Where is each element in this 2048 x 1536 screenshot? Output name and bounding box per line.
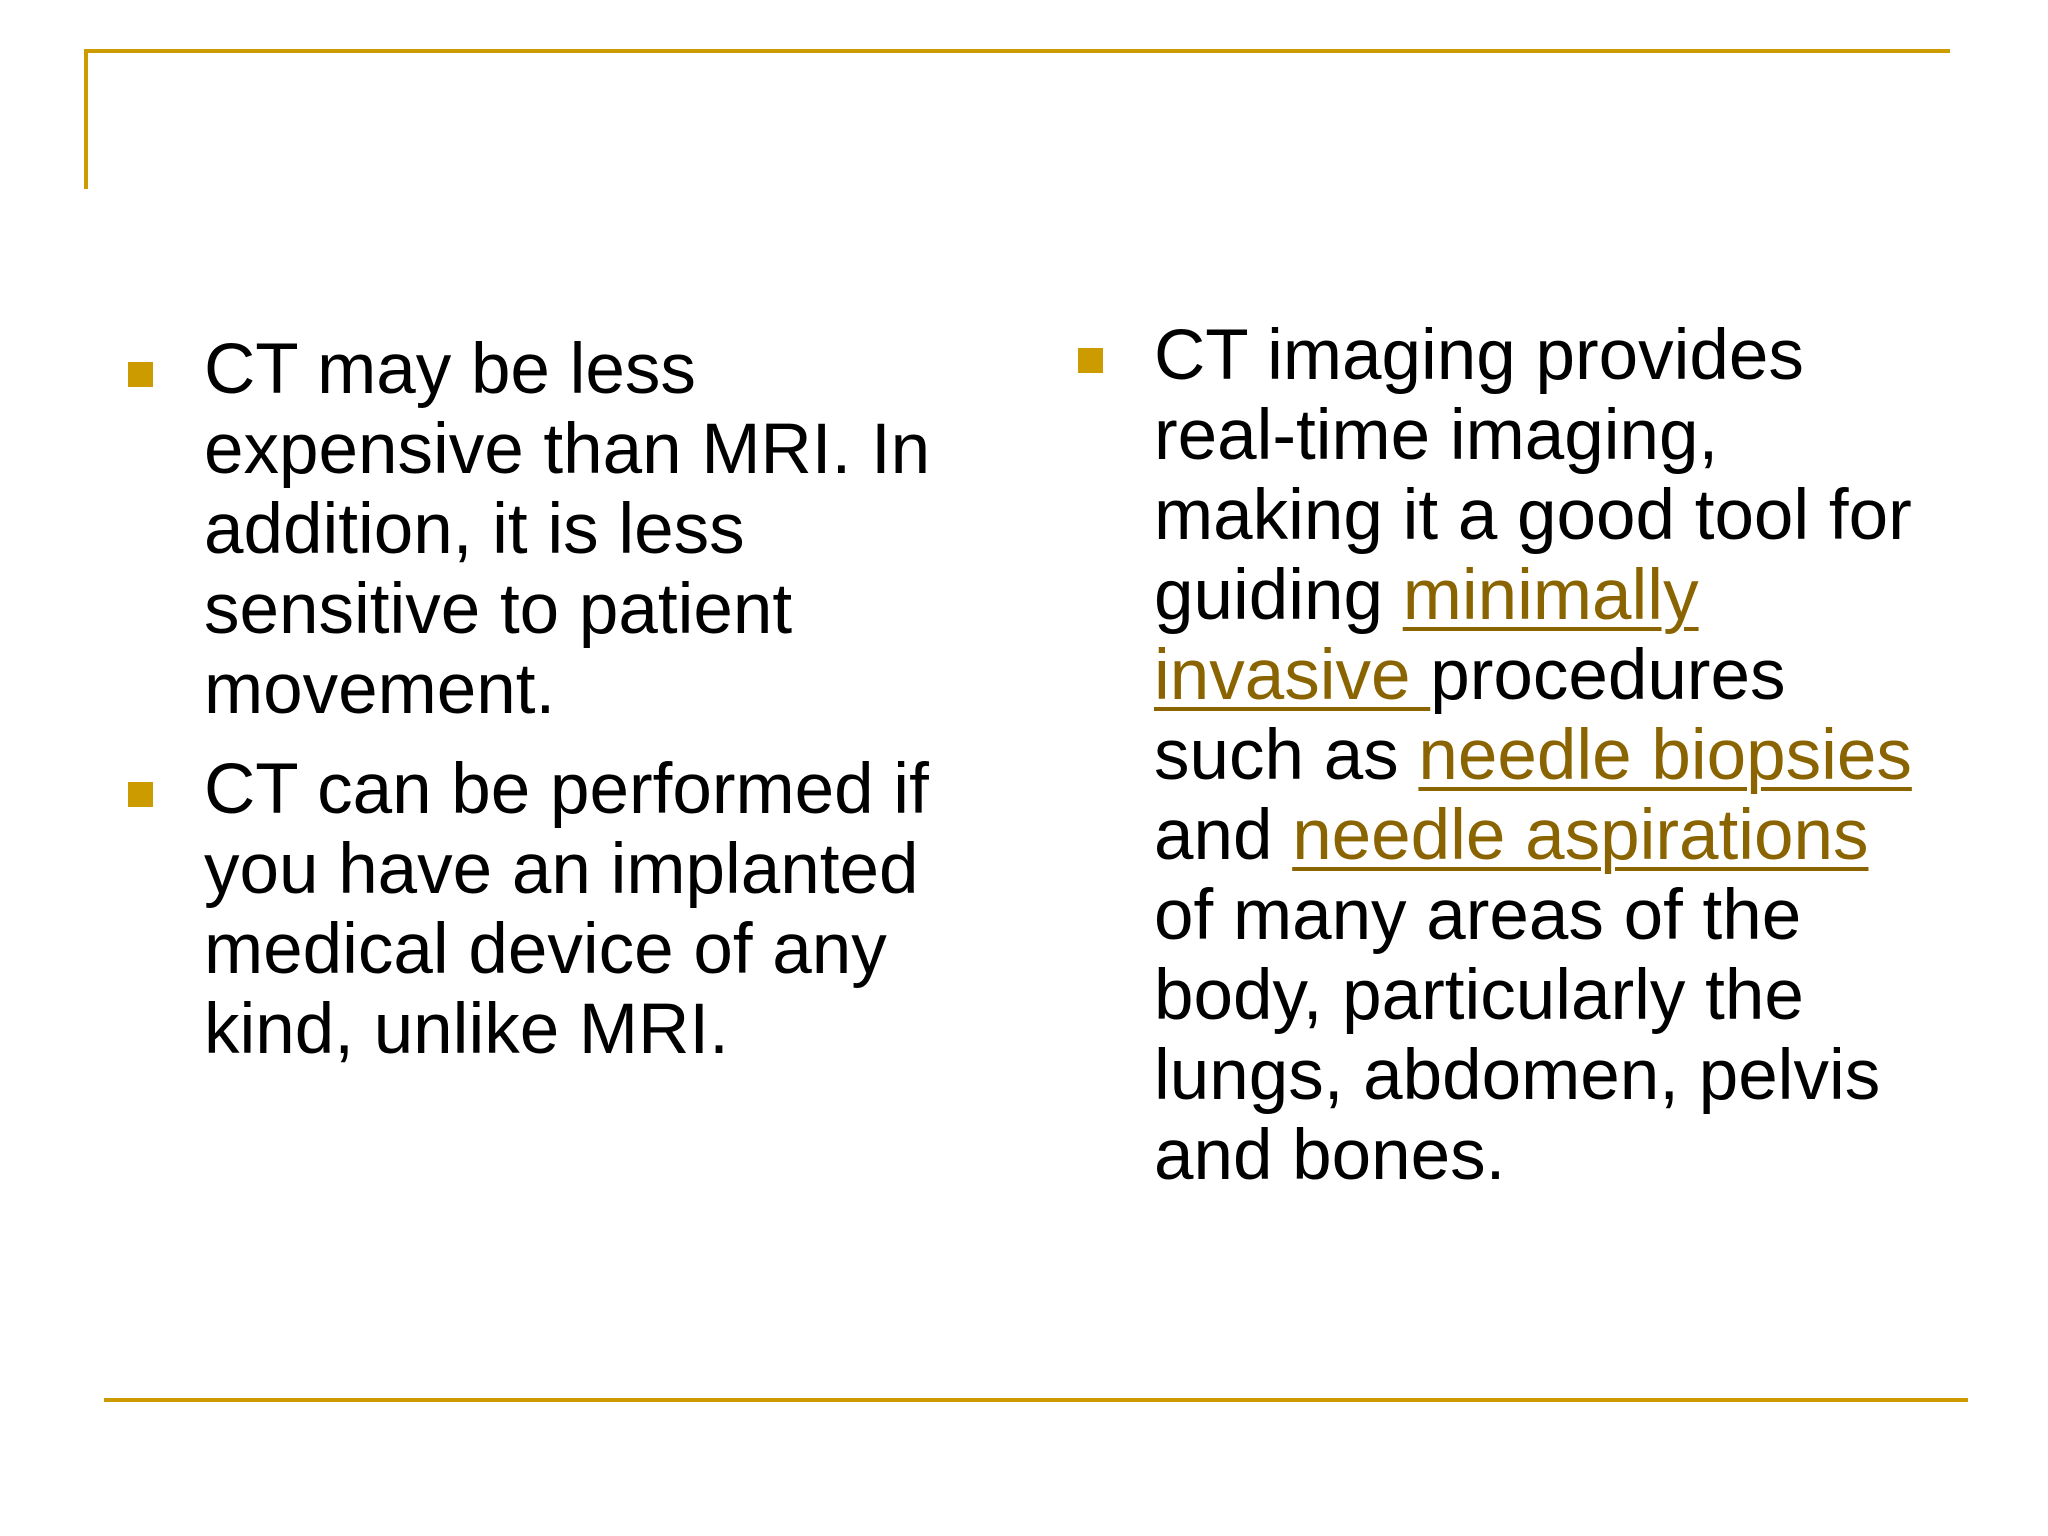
bottom-rule (104, 1398, 1968, 1402)
square-bullet-icon (128, 362, 153, 387)
bullet-item (124, 750, 1004, 1070)
top-rule (84, 49, 1950, 53)
right-column (1074, 316, 1924, 1216)
bullet-text-part: of many areas of the body, particularly the lungs, abdomen, pelvis and bones. (1154, 876, 1881, 1195)
link-minimally-invasive[interactable]: minimally invasive (1154, 556, 1699, 715)
left-rule (84, 49, 88, 189)
bullet-text (1154, 316, 1924, 1196)
link-needle-biopsies[interactable]: needle biopsies (1418, 716, 1912, 795)
bullet-item (124, 330, 1004, 730)
bullet-item (1074, 316, 1924, 1196)
bullet-text-part: CT imaging provides real-time imaging, making it a good tool for guiding (1154, 316, 1912, 635)
square-bullet-icon (1078, 348, 1103, 373)
square-bullet-icon (128, 782, 153, 807)
link-needle-aspirations[interactable]: needle aspirations (1292, 796, 1869, 875)
bullet-text-part: and (1154, 796, 1293, 875)
bullet-text: CT can be performed if you have an implanted medical device of any kind, unlike MRI. (204, 750, 929, 1069)
bullet-text: CT may be less expensive than MRI. In addition, it is less sensitive to patient movement. (204, 330, 931, 729)
left-column (124, 330, 1004, 1090)
bullet-text-part: procedures such as (1154, 636, 1786, 795)
